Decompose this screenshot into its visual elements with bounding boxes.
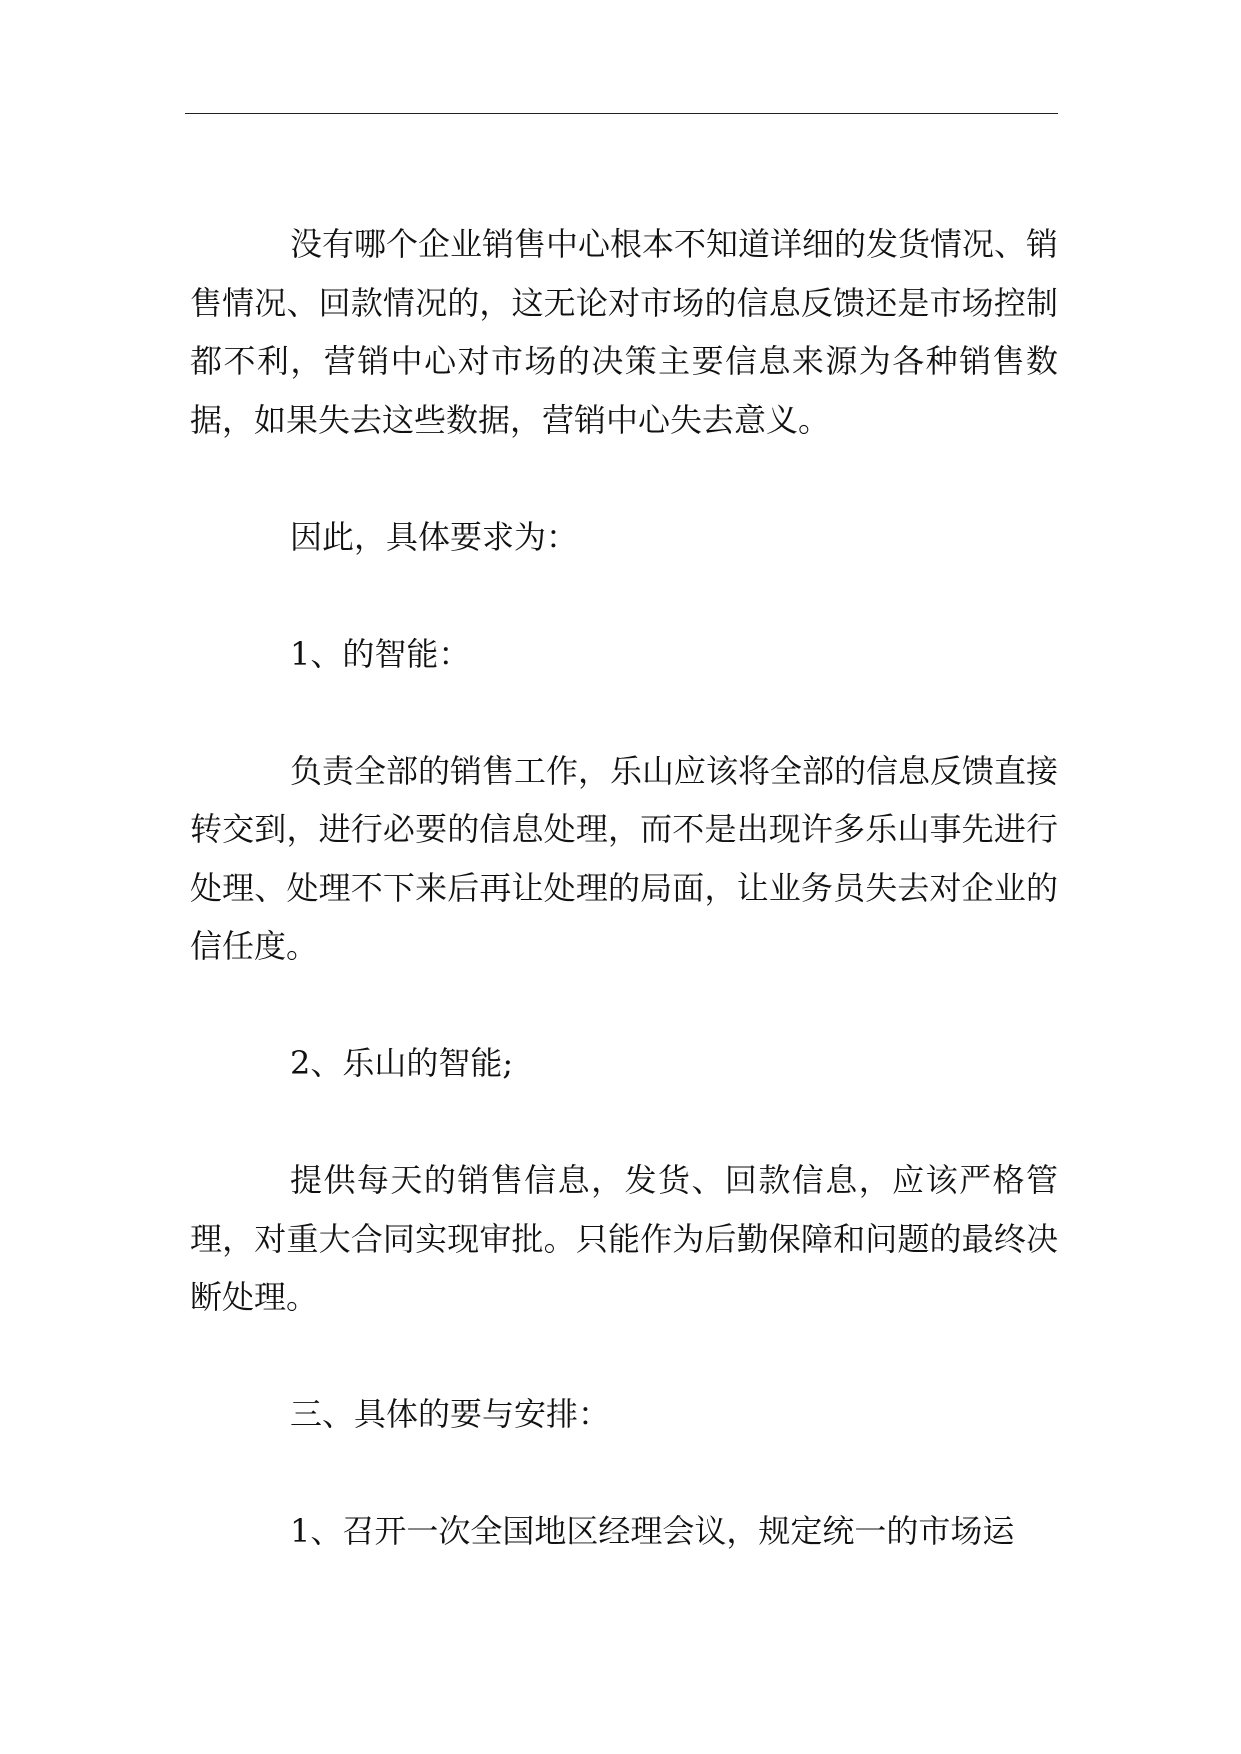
paragraph-item-2-heading: 2、乐山的智能; (290, 1044, 514, 1082)
section-3-heading: 三、具体的要与安排： (290, 1395, 611, 1433)
document-body (190, 215, 1058, 1561)
header-rule (185, 113, 1058, 114)
paragraph-requirements-lead: 因此，具体要求为： (290, 517, 579, 556)
paragraph-section-3-item-1: 1、召开一次全国地区经理会议，规定统一的市场运 (290, 1512, 1015, 1550)
paragraph-item-1-body: 负责全部的销售工作，乐山应该将全部的信息反馈直接转交到，进行必要的信息处理，而不是出现许多乐山事先进行处理、处理不下来后再让处理的局面，让业务员失去对企业的信任度。 (190, 751, 1059, 965)
paragraph-intro: 没有哪个企业销售中心根本不知道详细的发货情况、销售情况、回款情况的，这无论对市场的信息反馈还是市场控制都不利，营销中心对市场的决策主要信息来源为各种销售数据，如果失去这些数据，营销中心失去意义。 (190, 225, 1059, 439)
paragraph-item-2-body: 提供每天的销售信息，发货、回款信息，应该严格管理，对重大合同实现审批。只能作为后勤保障和问题的最终决断处理。 (190, 1161, 1058, 1316)
paragraph-item-1-heading: 1、的智能： (290, 634, 471, 673)
